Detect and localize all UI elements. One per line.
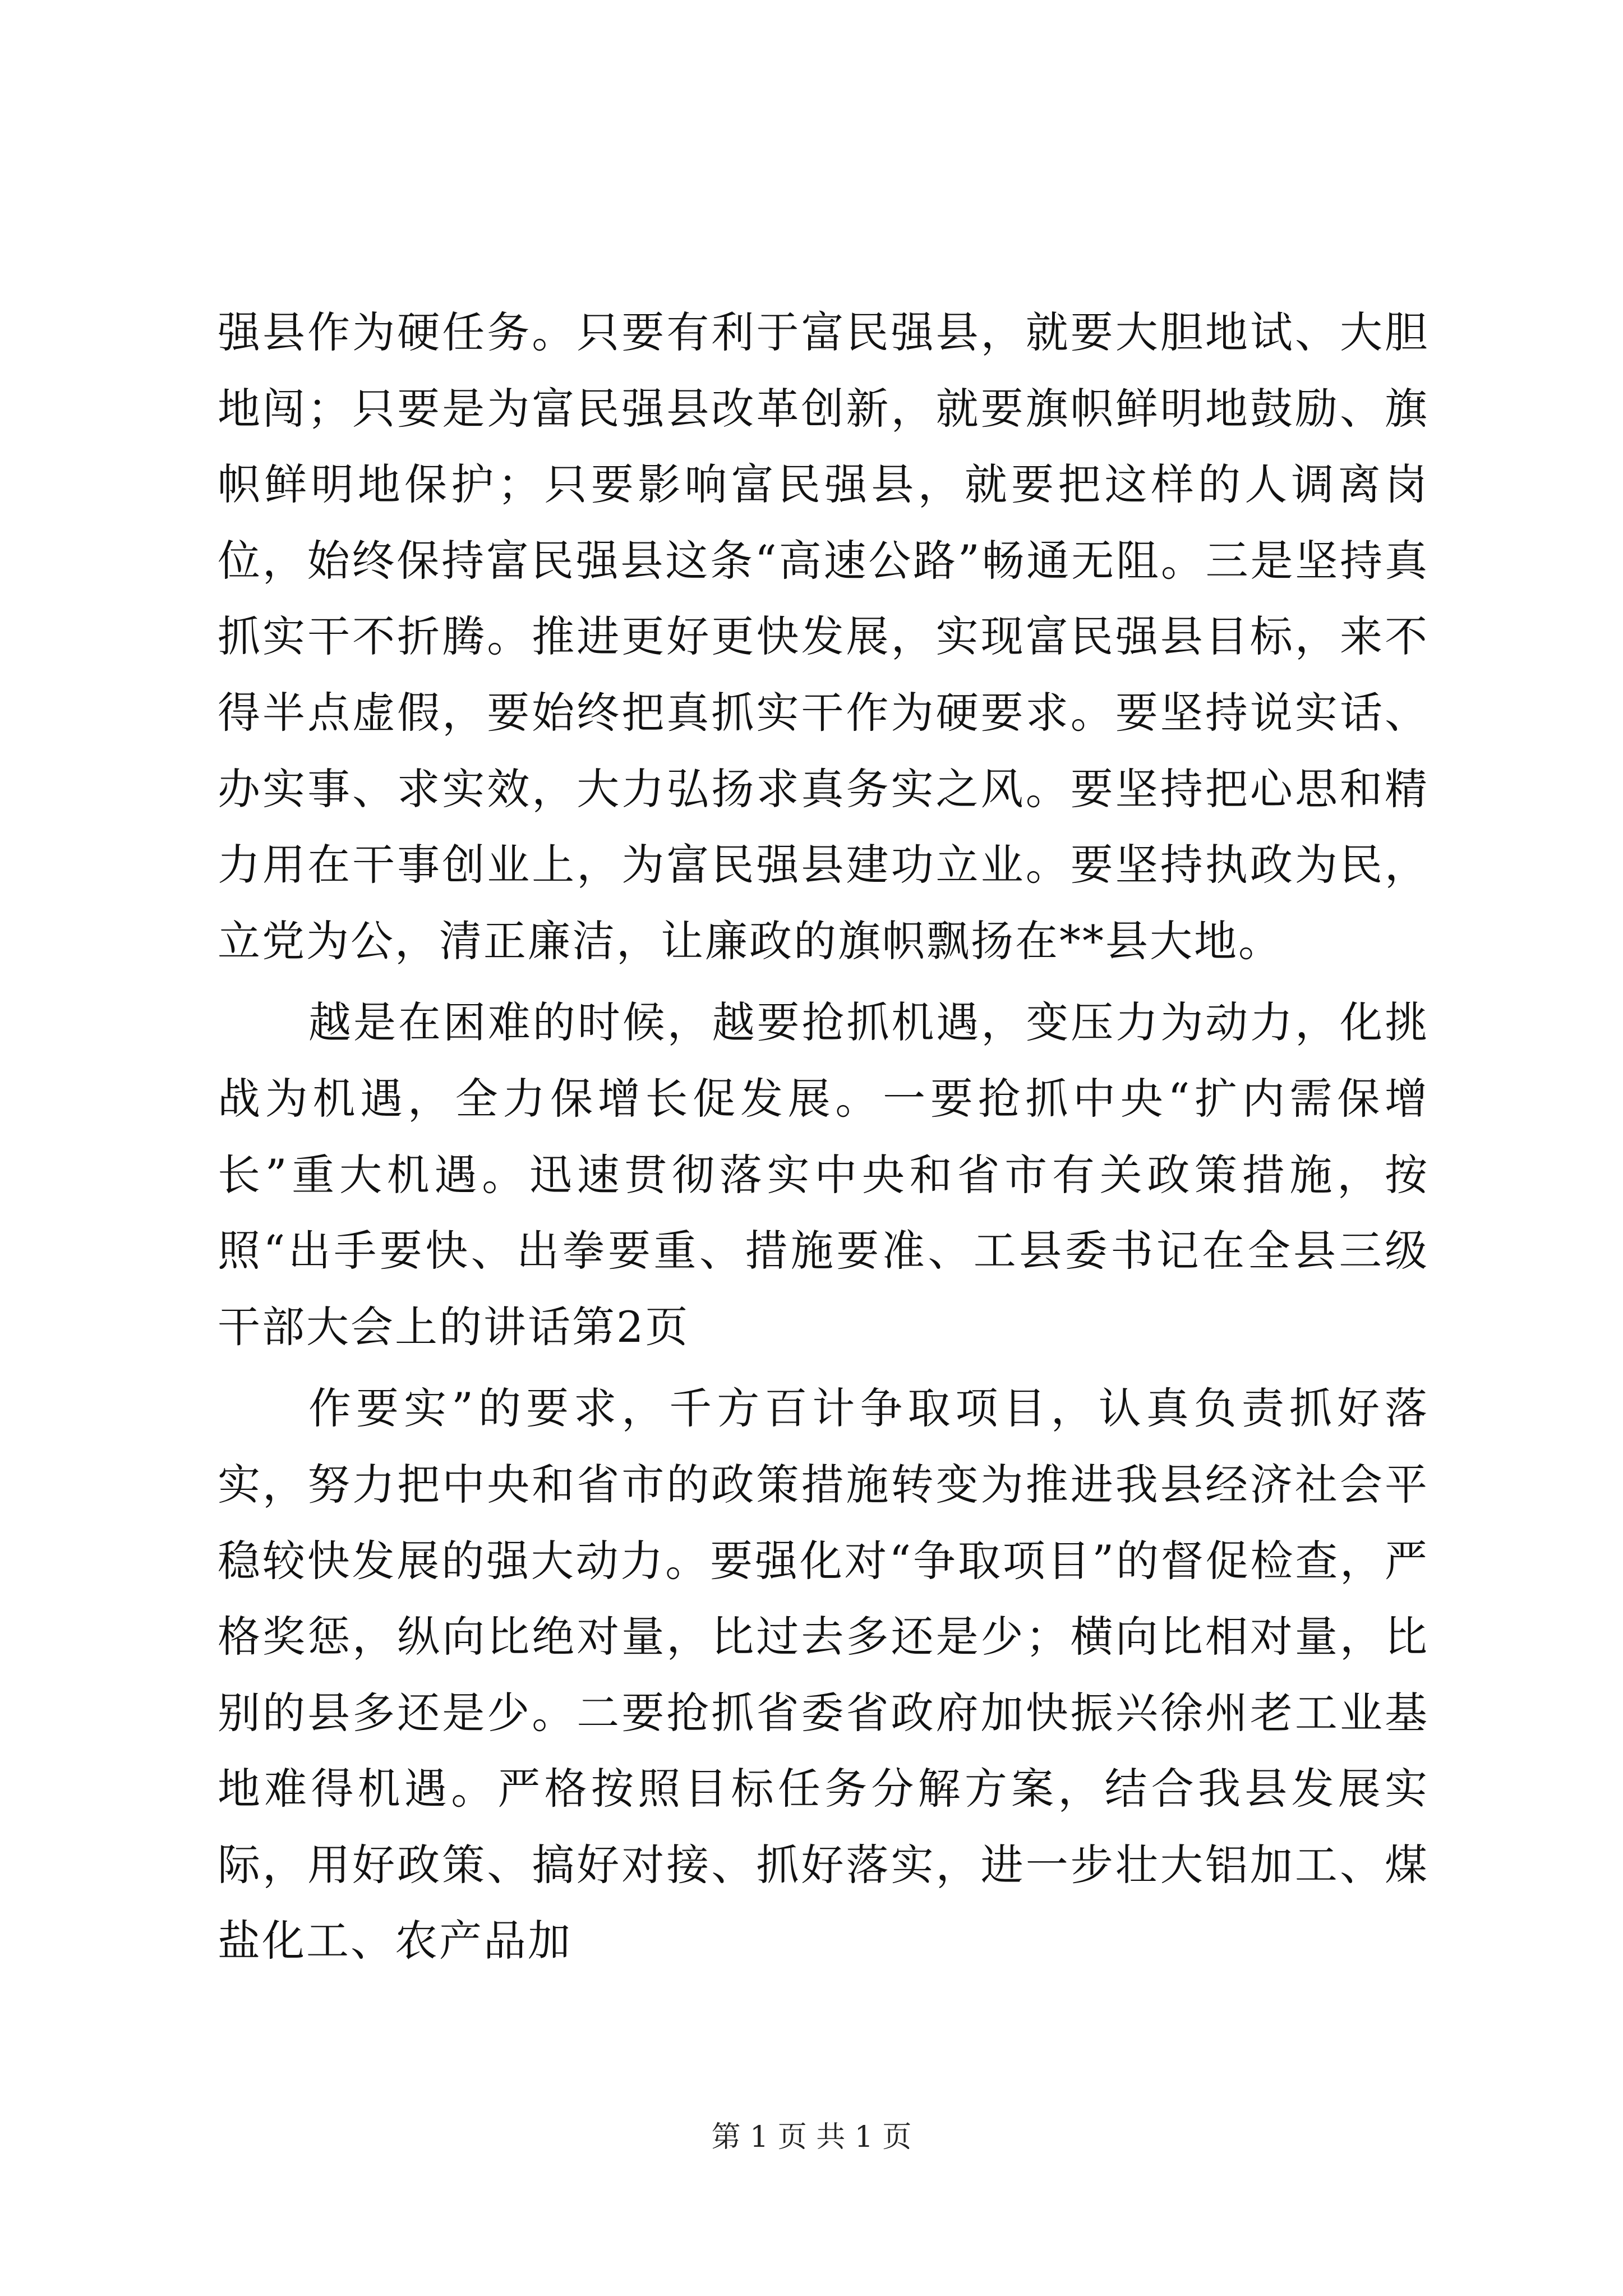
paragraph-continued: 强县作为硬任务。只要有利于富民强县，就要大胆地试、大胆地闯；只要是为富民强县改革创新，就要旗帜鲜明地鼓励、旗帜鲜明地保护；只要影响富民强县，就要把这样的人调离岗位，始终保持富民强县这条“高速公路”畅通无阻。三是坚持真抓实干不折腾。推进更好更快发展，实现富民强县目标，来不得半点虚假，要始终把真抓实干作为硬要求。要坚持说实话、办实事、求实效，大力弘扬求真务实之风。要坚持把心思和精力用在干事创业上，为富民强县建功立业。要坚持执政为民，立党为公，清正廉洁，让廉政的旗帜飘扬在**县大地。	[218, 307, 1429, 966]
paragraph-opportunities: 越是在困难的时候，越要抢抓机遇，变压力为动力，化挑战为机遇，全力保增长促发展。一要抢抓中央“扩内需保增长”重大机遇。迅速贯彻落实中央和省市有关政策措施，按照“出手要快、出拳要重、措施要准、工县委书记在全县三级干部大会上的讲话第2页	[218, 997, 1429, 1352]
paragraph-requirements: 作要实”的要求，千方百计争取项目，认真负责抓好落实，努力把中央和省市的政策措施转变为推进我县经济社会平稳较快发展的强大动力。要强化对“争取项目”的督促检查，严格奖惩，纵向比绝对量，比过去多还是少；横向比相对量，比别的县多还是少。二要抢抓省委省政府加快振兴徐州老工业基地难得机遇。严格按照目标任务分解方案，结合我县发展实际，用好政策、搞好对接、抓好落实，进一步壮大铝加工、煤盐化工、农产品加	[218, 1383, 1429, 1966]
page-number-footer: 第 1 页 共 1 页	[711, 2120, 912, 2154]
document-body	[218, 295, 1429, 1979]
